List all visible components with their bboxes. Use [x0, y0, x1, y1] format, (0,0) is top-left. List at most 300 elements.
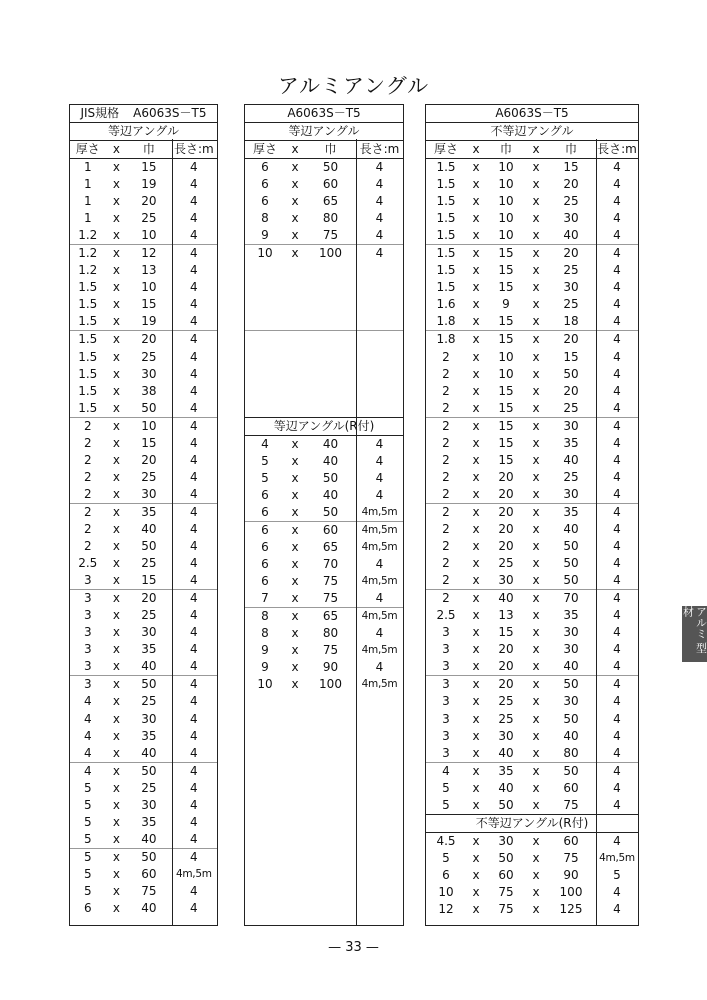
table-cell: 2	[83, 504, 92, 519]
table-cell: 4	[189, 901, 198, 916]
table-cell: 1.5	[78, 366, 98, 381]
table-cell: x	[112, 797, 120, 812]
table-cell: 3	[83, 625, 92, 640]
table-cell: 5	[83, 814, 92, 829]
jis-label: JIS規格	[80, 106, 120, 120]
table-row	[70, 762, 217, 780]
table-cell: x	[472, 177, 480, 192]
table-cell: 1.5	[436, 160, 456, 174]
table-cell: 18	[563, 314, 579, 329]
table-cell: x	[472, 901, 480, 916]
table-cell: x	[532, 314, 540, 329]
table-row	[70, 503, 217, 521]
table-cell: 1.2	[78, 246, 98, 261]
table-cell: 70	[563, 591, 579, 606]
table-cell: 35	[141, 642, 157, 657]
table-cell: 4	[375, 177, 384, 192]
table-cell: x	[532, 452, 540, 467]
table-cell: x	[472, 608, 480, 623]
table-cell: 40	[141, 831, 157, 846]
table-cell: 80	[563, 745, 579, 760]
table-cell: 4	[189, 711, 198, 726]
table-cell: 4	[375, 436, 384, 451]
table-cell: 4	[189, 400, 198, 415]
page-title: アルミアングル	[277, 74, 430, 98]
table-cell: 2	[442, 366, 450, 381]
table-cell: 4	[613, 694, 621, 709]
table-cell: x	[291, 626, 299, 641]
table-cell: 6	[261, 177, 269, 192]
table-cell: 60	[322, 177, 339, 192]
table-row	[70, 210, 217, 227]
table-cell: 50	[498, 850, 514, 865]
table-cell: 1.5	[78, 314, 98, 329]
table-cell: 5	[83, 797, 92, 812]
table-cell: 10	[498, 194, 514, 209]
table-cell: x	[112, 883, 120, 898]
table-spec-header: A6063S－T5	[426, 105, 638, 123]
table-cell: 15	[498, 332, 514, 347]
table-cell: 4	[613, 280, 621, 295]
table-cell: x	[291, 677, 299, 692]
table-cell: 3	[83, 591, 92, 606]
table-cell: 4	[189, 831, 198, 846]
table-cell: 3	[442, 711, 450, 726]
table-cell: x	[112, 332, 120, 347]
table-cell: x	[532, 884, 540, 899]
table-cell: 4	[189, 297, 198, 312]
table-cell: 4m,5m	[599, 851, 635, 864]
table-cell: 4	[189, 728, 198, 743]
table-cell: 4	[189, 694, 198, 709]
table-cell: 2	[442, 452, 450, 467]
table-row-empty	[245, 383, 403, 400]
table-cell: 4	[189, 539, 198, 554]
table-cell: 75	[563, 850, 579, 865]
table-cell: 80	[322, 626, 339, 641]
section-title: 等辺アングル	[245, 123, 403, 141]
table-row	[70, 900, 217, 917]
table-cell: x	[472, 573, 480, 588]
col-length: 長さ:m	[359, 142, 400, 156]
equal-angle-table	[244, 104, 404, 926]
table-cell: 2	[442, 435, 450, 450]
table-cell: 4m,5m	[175, 867, 212, 880]
table-row	[245, 227, 403, 244]
table-cell: x	[472, 659, 480, 674]
table-cell: 15	[498, 314, 514, 329]
table-cell: 2	[442, 556, 450, 571]
table-cell: 15	[498, 246, 514, 261]
table-cell: x	[112, 539, 120, 554]
table-cell: 4	[189, 797, 198, 812]
table-cell: 4	[189, 160, 198, 174]
table-cell: 4	[189, 314, 198, 329]
table-cell: x	[291, 436, 299, 451]
table-cell: x	[472, 539, 480, 554]
table-cell: x	[532, 694, 540, 709]
table-cell: x	[291, 246, 299, 261]
table-row	[426, 521, 638, 538]
table-row-empty	[245, 313, 403, 330]
table-spec-header: A6063S－T5	[245, 105, 403, 123]
table-row	[245, 625, 403, 642]
table-cell: 6	[261, 487, 269, 502]
table-row	[70, 624, 217, 641]
table-cell: x	[472, 297, 480, 312]
table-cell: x	[532, 297, 540, 312]
table-cell: 25	[141, 211, 157, 226]
table-cell: x	[291, 591, 299, 606]
table-cell: 4	[613, 332, 621, 347]
table-row-empty	[245, 366, 403, 383]
col-width-a: 巾	[499, 142, 512, 156]
table-cell: x	[291, 228, 299, 243]
table-cell: 4	[189, 659, 198, 674]
table-cell: 5	[261, 470, 269, 485]
table-row	[426, 538, 638, 555]
table-cell: 20	[563, 332, 579, 347]
table-row	[426, 762, 638, 780]
col-thickness: 厚さ	[252, 142, 277, 156]
table-row	[426, 780, 638, 797]
table-row	[70, 227, 217, 244]
table-cell: 4	[613, 263, 621, 278]
table-row	[426, 262, 638, 279]
table-cell: 2	[442, 418, 450, 433]
table-row-empty	[245, 262, 403, 279]
table-cell: 4	[375, 228, 384, 243]
table-cell: 4	[613, 884, 621, 899]
table-cell: 30	[563, 280, 579, 295]
table-cell: x	[532, 677, 540, 692]
table-cell: 60	[498, 867, 514, 882]
table-row	[70, 555, 217, 572]
table-cell: 4	[189, 642, 198, 657]
table-cell: 15	[141, 435, 157, 450]
table-cell: x	[472, 642, 480, 657]
alloy-spec: A6063S－T5	[133, 106, 207, 120]
table-row	[70, 831, 217, 848]
table-cell: 15	[141, 297, 157, 312]
table-cell: 4	[189, 366, 198, 381]
table-cell: x	[532, 246, 540, 261]
table-row	[426, 330, 638, 348]
table-cell: 4	[189, 780, 198, 795]
table-row	[245, 159, 403, 176]
table-row	[426, 417, 638, 435]
table-cell: x	[472, 521, 480, 536]
table-cell: x	[112, 160, 120, 174]
table-cell: 4	[613, 625, 621, 640]
table-cell: 2	[442, 591, 450, 606]
table-cell: 1.5	[78, 400, 98, 415]
table-cell: 5	[83, 780, 92, 795]
table-cell: 30	[498, 728, 514, 743]
table-cell: x	[472, 280, 480, 295]
table-cell: x	[112, 366, 120, 381]
table-cell: x	[112, 383, 120, 398]
table-cell: 4	[189, 280, 198, 295]
table-cell: 4	[189, 763, 198, 778]
table-cell: x	[112, 418, 120, 433]
table-cell: x	[532, 211, 540, 226]
table-cell: x	[532, 642, 540, 657]
table-row	[426, 193, 638, 210]
section-title-r: 等辺アングル(R付)	[245, 417, 403, 436]
table-cell: 10	[498, 160, 514, 174]
table-cell: 40	[563, 228, 579, 243]
table-cell: 4	[375, 660, 384, 675]
table-cell: 1.5	[436, 177, 456, 192]
table-cell: x	[532, 608, 540, 623]
table-cell: 15	[141, 573, 157, 588]
table-cell: 25	[563, 469, 579, 484]
table-cell: 4	[189, 418, 198, 433]
table-cell: x	[291, 609, 299, 624]
table-row	[70, 711, 217, 728]
table-cell: x	[112, 280, 120, 295]
table-cell: 4	[375, 626, 384, 641]
table-row	[245, 244, 403, 262]
table-cell: 4	[613, 452, 621, 467]
col-thickness: 厚さ	[75, 142, 100, 156]
table-cell: 4	[613, 383, 621, 398]
table-row	[70, 313, 217, 330]
table-row	[426, 349, 638, 366]
table-cell: 4	[189, 814, 198, 829]
table-cell: 4	[375, 591, 384, 606]
table-cell: x	[532, 780, 540, 795]
table-row	[245, 607, 403, 625]
table-cell: 2	[442, 539, 450, 554]
column-headers	[426, 141, 638, 159]
row-list	[426, 159, 638, 814]
side-index-tab: アルミ 型材	[682, 606, 707, 662]
table-cell: x	[472, 884, 480, 899]
table-cell: x	[112, 608, 120, 623]
table-cell: 30	[563, 486, 579, 501]
table-cell: 6	[83, 901, 92, 916]
table-cell: x	[532, 728, 540, 743]
table-row	[426, 745, 638, 762]
table-cell: 4	[613, 297, 621, 312]
table-cell: 50	[563, 539, 579, 554]
table-row	[426, 797, 638, 814]
table-cell: x	[112, 625, 120, 640]
table-cell: 4	[375, 160, 384, 174]
table-row	[426, 607, 638, 624]
table-cell: 3	[442, 642, 450, 657]
table-row	[70, 814, 217, 831]
table-cell: 5	[442, 797, 450, 812]
table-cell: 4m,5m	[361, 575, 398, 588]
table-cell: 1	[83, 177, 92, 192]
table-cell: 1.5	[436, 228, 456, 243]
table-cell: 4	[613, 556, 621, 571]
table-row	[245, 210, 403, 227]
table-row	[245, 504, 403, 521]
table-cell: 20	[498, 642, 514, 657]
table-cell: x	[112, 814, 120, 829]
table-cell: 15	[563, 349, 579, 364]
table-cell: 4	[189, 228, 198, 243]
table-cell: x	[112, 263, 120, 278]
page-number: — 33 —	[328, 940, 379, 955]
table-cell: 4m,5m	[361, 610, 398, 623]
table-cell: 30	[498, 833, 514, 848]
table-cell: x	[112, 228, 120, 243]
table-cell: 4	[613, 366, 621, 381]
table-cell: x	[472, 728, 480, 743]
table-cell: 2	[442, 349, 450, 364]
table-cell: 4	[613, 901, 621, 916]
table-cell: 1.2	[78, 228, 98, 243]
table-cell: 30	[563, 642, 579, 657]
col-length: 長さ:m	[597, 142, 637, 156]
table-cell: 35	[141, 504, 157, 519]
table-cell: 25	[141, 556, 157, 571]
table-cell: x	[532, 556, 540, 571]
table-cell: 50	[141, 763, 157, 778]
table-cell: x	[472, 383, 480, 398]
table-cell: x	[472, 694, 480, 709]
table-cell: x	[291, 177, 299, 192]
table-cell: x	[112, 211, 120, 226]
col-thickness: 厚さ	[433, 142, 458, 156]
table-cell: x	[112, 659, 120, 674]
table-cell: x	[291, 453, 299, 468]
table-cell: 4	[189, 332, 198, 347]
table-cell: 75	[498, 884, 514, 899]
table-cell: 1	[83, 211, 92, 226]
table-cell: 15	[498, 452, 514, 467]
table-cell: 65	[322, 194, 339, 209]
table-cell: 5	[261, 453, 269, 468]
table-row-empty	[245, 279, 403, 296]
table-cell: 50	[563, 677, 579, 692]
table-row	[426, 675, 638, 693]
table-cell: x	[472, 486, 480, 501]
col-x-2: x	[532, 142, 540, 156]
table-cell: 9	[261, 228, 269, 243]
table-row	[70, 693, 217, 710]
table-row	[426, 728, 638, 745]
table-cell: 4	[189, 608, 198, 623]
table-cell: x	[112, 314, 120, 329]
table-cell: x	[472, 763, 480, 778]
table-cell: 30	[141, 486, 157, 501]
table-cell: x	[112, 246, 120, 261]
table-row	[426, 313, 638, 330]
table-cell: 4	[613, 400, 621, 415]
table-cell: x	[532, 833, 540, 848]
table-cell: 60	[141, 866, 157, 881]
equal-angle-table-jis	[69, 104, 218, 926]
table-row	[426, 210, 638, 227]
table-row	[70, 435, 217, 452]
table-row	[245, 556, 403, 573]
table-cell: 10	[498, 177, 514, 192]
table-cell: 15	[498, 625, 514, 640]
table-cell: x	[472, 263, 480, 278]
table-cell: 20	[141, 591, 157, 606]
table-cell: 4	[613, 160, 621, 174]
table-cell: 4m,5m	[361, 678, 398, 691]
table-row	[426, 469, 638, 486]
table-cell: 50	[563, 711, 579, 726]
column-divider	[596, 139, 597, 925]
table-cell: 40	[141, 521, 157, 536]
table-row	[426, 176, 638, 193]
table-cell: 20	[498, 677, 514, 692]
table-cell: 4	[613, 177, 621, 192]
table-cell: 30	[563, 211, 579, 226]
table-cell: 5	[442, 850, 450, 865]
table-cell: 1.8	[436, 332, 456, 347]
table-row-empty	[245, 330, 403, 348]
table-cell: 65	[322, 539, 339, 554]
table-row	[245, 539, 403, 556]
table-cell: x	[472, 349, 480, 364]
table-cell: 30	[141, 711, 157, 726]
table-cell: x	[472, 591, 480, 606]
col-width-b: 巾	[564, 142, 577, 156]
table-cell: x	[472, 211, 480, 226]
table-cell: 4	[613, 469, 621, 484]
table-cell: x	[472, 797, 480, 812]
table-cell: 19	[141, 314, 157, 329]
table-row	[245, 573, 403, 590]
table-cell: x	[472, 745, 480, 760]
table-row	[426, 624, 638, 641]
table-cell: x	[291, 211, 299, 226]
section-title: 等辺アングル	[70, 123, 217, 141]
table-row-empty	[245, 400, 403, 417]
table-cell: 4m,5m	[361, 644, 398, 657]
table-cell: x	[112, 728, 120, 743]
table-cell: 4	[189, 246, 198, 261]
table-row	[426, 503, 638, 521]
table-cell: 90	[322, 660, 339, 675]
table-cell: 25	[141, 780, 157, 795]
table-cell: 4	[189, 573, 198, 588]
table-cell: 4	[613, 591, 621, 606]
table-cell: x	[291, 574, 299, 589]
table-cell: 50	[141, 539, 157, 554]
table-cell: 4	[189, 521, 198, 536]
table-cell: 5	[83, 883, 92, 898]
table-cell: 90	[563, 867, 579, 882]
table-cell: 3	[83, 677, 92, 692]
table-cell: x	[472, 504, 480, 519]
table-cell: x	[472, 867, 480, 882]
table-cell: 10	[141, 418, 157, 433]
table-cell: 4	[613, 435, 621, 450]
table-cell: 2.5	[78, 556, 98, 571]
table-row	[426, 711, 638, 728]
table-cell: 3	[83, 573, 92, 588]
table-row	[245, 659, 403, 676]
table-row	[70, 572, 217, 589]
table-cell: 75	[498, 901, 514, 916]
table-cell: x	[291, 539, 299, 554]
table-cell: 30	[141, 797, 157, 812]
table-cell: 75	[322, 643, 339, 658]
table-cell: 4	[375, 557, 384, 572]
table-cell: 15	[498, 383, 514, 398]
table-cell: 2	[83, 539, 92, 554]
